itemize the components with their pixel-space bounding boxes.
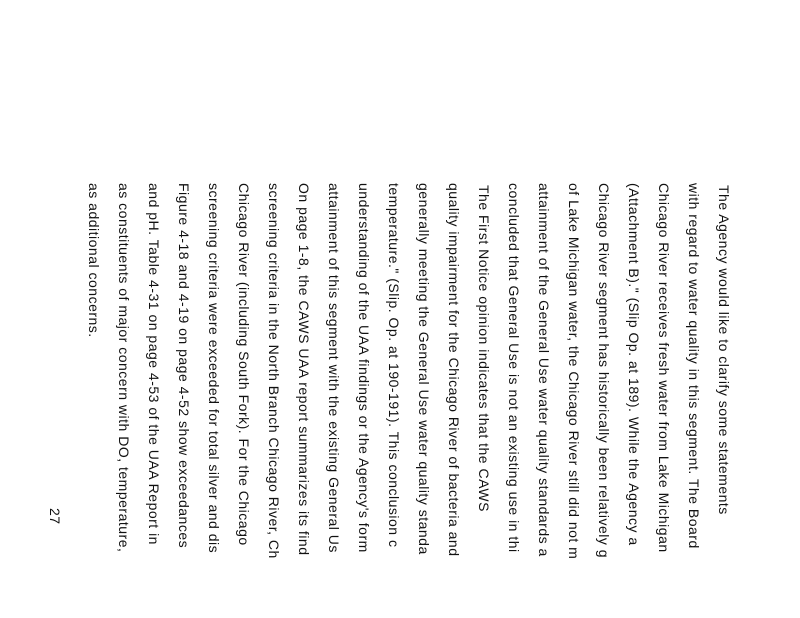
text-line: and pH. Table 4-31 on page 4-53 of the UAA Report in bbox=[146, 183, 162, 545]
text-line: (Attachment B)." (Slip Op. at 189). While the Agency a bbox=[626, 183, 642, 546]
text-line: quality impairment for the Chicago River of bacteria and bbox=[446, 183, 462, 557]
text-line: as constituents of major concern with DO, temperature, bbox=[116, 183, 132, 553]
text-line: Chicago River receives fresh water from Lake Michigan bbox=[656, 183, 672, 553]
text-line: temperature." (Slip. Op. at 190-191). This conclusion c bbox=[386, 183, 402, 548]
text-line: On page 1-8, the CAWS UAA report summarizes its find bbox=[296, 183, 312, 556]
text-line: Figure 4-18 and 4-19 on page 4-52 show exceedances bbox=[176, 183, 192, 549]
text-line: The Agency would like to clarify some statements bbox=[716, 185, 732, 515]
text-line: The First Notice opinion indicates that the CAWS bbox=[476, 185, 492, 512]
text-line: concluded that General Use is not an existing use in thi bbox=[506, 183, 522, 553]
text-line: with regard to water quality in this segment. The Board bbox=[686, 183, 702, 549]
text-line: understanding of the UAA findings or the Agency's form bbox=[356, 183, 372, 553]
text-line: of Lake Michigan water, the Chicago River still did not m bbox=[566, 183, 582, 560]
text-line: Chicago River (including South Fork). For the Chicago bbox=[236, 183, 252, 546]
text-line: attainment of the General Use water quality standards a bbox=[536, 183, 552, 557]
text-line: Chicago River segment has historically been relatively g bbox=[596, 183, 612, 559]
text-line: screening criteria were exceeded for total silver and dis bbox=[206, 183, 222, 554]
text-line: as additional concerns. bbox=[86, 183, 102, 338]
page-number: 27 bbox=[47, 508, 63, 525]
text-line: screening criteria in the North Branch Chicago River, Ch bbox=[266, 183, 282, 559]
text-line: attainment of this segment with the existing General Us bbox=[326, 183, 342, 553]
text-line: generally meeting the General Use water quality standa bbox=[416, 183, 432, 555]
